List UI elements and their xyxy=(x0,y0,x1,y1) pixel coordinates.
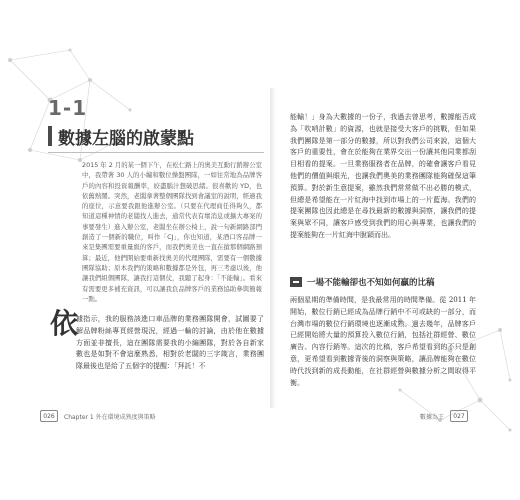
intro-paragraph xyxy=(82,160,262,304)
page-number-left: 026 xyxy=(40,410,58,422)
chapter-number: 1-1 xyxy=(48,96,88,120)
title-divider xyxy=(48,152,264,153)
right-body-paragraph-2: 兩個星期的準備時間，是我最常用的時間準備。從 2011 年開始，數位行銷已經成為品牌行銷中不可或缺的一部分，而台灣市場的數位行銷環境也逐漸成熟。過去幾年，品牌客戶已經開始將大量的預算投入數位行銷，包括社群經營、數位廣告、內容行銷等。這次的比稿，客戶希望看到的不只是創意，更希望看到數據背後的洞察與策略，讓品牌能夠在數位時代找到新的成長動能，在社群經營與數據分析之間取得平衡。 xyxy=(290,296,476,387)
subsection-heading xyxy=(290,275,476,289)
left-body-text xyxy=(76,314,264,373)
subsection-title: 一場不能輸卻也不知如何贏的比稿 xyxy=(307,278,435,288)
intro-text: 2015 年 2 月的某一個下午，在松仁路上的奧美互動行銷辦公室中，我帶著 30 人的小編和數位操盤團隊，一如往常地為品牌客戶的內容和投資報酬率，絞盡腦汁想破思緒。很喜歡的 YD，也依舊熱鬧。突然，老闆拿著整個團隊找到會議室的說明，經過我的座位，示意要我跟他進辦公室。（只要在代理商任得夠久，都知道這種神情的老闆找人進去，通常代表有壞消息或擴大專案的事要發生）進入辦公室，老闆坐在辦公椅上，說一句新網路部門創造了一個新的職位，叫作「CJ」，你也知道，某酒口客品牌一來是集團需要重量級的客戶，而我們奧美也一直在搶那個網路預算；最近，他們開始要重新找奧美的代理團隊，需要有一個數據團隊協助；原本我們的策略和數據都是外包，再三考慮以後，他讓我們組個團隊，讓我打這個仗，我聽了起身：「不能輸」。看來有需要更多補充資訊，可以讓我負品牌客戶的業務協助參與簡報一點。 xyxy=(82,161,262,303)
right-body-text-top xyxy=(290,112,476,242)
right-body-paragraph-1: 能輸！」身為大數據的一份子，我過去曾思考，數據能否成為「吹哨計數」的資源，也就是接受大客戶的挑戰，但如果我們團隊是第一部分的數據，所以對我們公司來說，這個大客戶的重要性，會在於能夠在業界交出一份讓其他同業都刮目相看的提案。一旦業務服務者在品牌，的確會讓客戶看見他們的價值與眼光，也讓我們奧美的業務團隊能夠確保這筆預算。對於新生意提案，雖然我們常常做不出必勝的模式，但總是希望能在一片紅海中找到市場上的一片藍海。我們的提案團隊也因此總是在尋找最新的數據與洞察，讓我們的提案與眾不同，讓客戶感受到我們的用心與專業，也讓我們的提案能夠在一片紅海中脫穎而出。 xyxy=(290,113,476,239)
drop-cap: 依 xyxy=(50,307,79,340)
running-head-left: Chapter 1 外在環境成熟度與策略 xyxy=(64,413,156,421)
title-accent-bar xyxy=(48,126,52,146)
left-footer xyxy=(40,410,156,422)
page-number-right: 027 xyxy=(450,410,468,422)
section-title: 數據左腦的啟蒙點 xyxy=(58,129,194,149)
running-head-right: 數據為王 xyxy=(420,413,445,421)
heading-marker-icon xyxy=(290,277,302,287)
left-body-paragraph: 據指示，我的服務該進口車品牌的業務團隊開會，試圖要了解品牌粉絲專頁經營現況，經過一輪的討論，由於他在數據方面並非擅長，這在團隊需要我的小編團隊，對於各自新家數也是如對不會這麼熟悉，相對於老闆的三字箴言，業務團隊最後也是給了五個字的提醒：「拜託！不 xyxy=(76,315,264,371)
right-body-text-bottom xyxy=(290,295,476,389)
right-footer xyxy=(420,410,468,422)
